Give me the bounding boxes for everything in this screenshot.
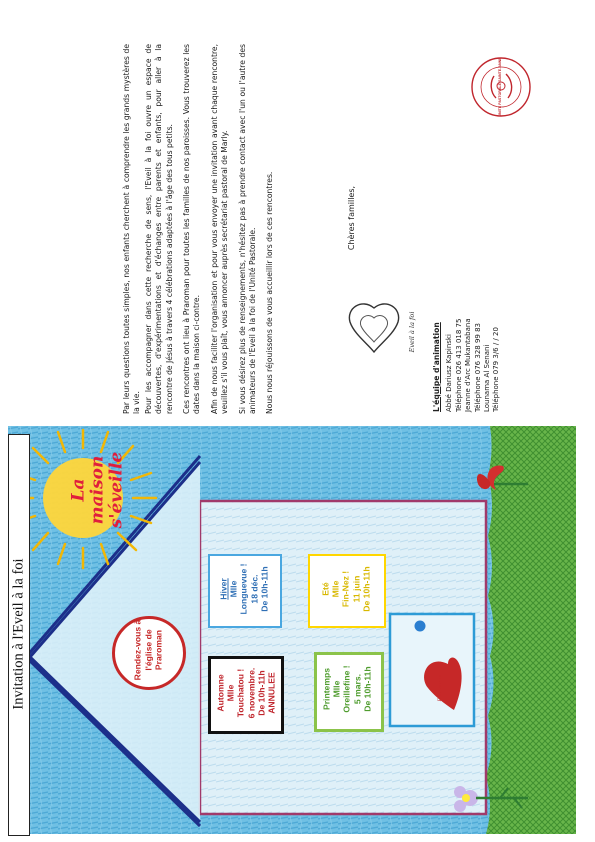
letter-paragraph: Si vous désirez plus de renseignements, n'hésitez pas à prendre contact avec l'un ou l'autre des animateurs de l'Eveil à la foi de l'Unité Pastorale. <box>237 44 258 414</box>
season-time: De 10h-11h <box>362 666 373 712</box>
team-title: L'équipe d'animation <box>432 322 441 412</box>
season-time: De 10h-11h <box>361 566 372 612</box>
team-line: Téléphone 079 3/6 / / 20 <box>492 327 501 412</box>
letter-greeting: Chères familles, <box>346 185 356 251</box>
season-place: Longuevue ! <box>238 563 249 615</box>
stamp-text: UNITE PASTORALE SAINTE-ANNE <box>498 57 502 117</box>
season-name: Eté <box>320 582 331 596</box>
season-card-summer-text <box>320 549 371 629</box>
season-name: Printemps <box>321 667 332 711</box>
letter-paragraph: Ces rencontres ont lieu à Praroman pour toutes les familles de nos paroisses. Vous trouverez les dates dans la maison ci-contre. <box>182 44 202 414</box>
season-date: 18 déc. <box>249 574 260 604</box>
season-date: 6 novembre. <box>246 667 256 719</box>
season-host: Mlle <box>228 580 239 598</box>
season-place: Oreillefine ! <box>341 665 352 713</box>
season-time: De 10h-11h <box>256 670 267 716</box>
logo-caption: Eveil à la foi <box>408 311 416 353</box>
grass <box>486 426 576 834</box>
meeting-place-text: Rendez-vous à l'église de Praroman <box>132 619 164 681</box>
season-card-winter-text <box>218 549 269 629</box>
season-card-spring-text <box>321 649 372 729</box>
team-line: Lounama Al Senani <box>483 344 492 412</box>
team-line: Abbé Dariusz Kapinski <box>445 334 454 412</box>
season-name: Hiver <box>218 578 229 600</box>
flyer-drawing <box>8 426 576 834</box>
letter-paragraph: Afin de nous faciliter l'organisation et pour vous envoyer une invitation avant chaque rencontre, veuillez s'il vous plaît, vous annoncer auprès secrétariat pastoral de Marly. <box>209 44 230 414</box>
season-status: ANNULEE <box>266 672 277 714</box>
brand-title: La maison s'éveille <box>68 451 127 529</box>
team-line: Téléphone 026 413 018 75 <box>454 318 463 412</box>
season-date: 5 mars. <box>352 673 363 705</box>
eveil-logo <box>344 300 404 360</box>
team-line: Téléphone 076 328 99 83 <box>473 323 482 412</box>
season-name: Automne <box>215 674 226 712</box>
letter-paragraph: Nous nous réjouissons de vous accueillir lors de ces rencontres. <box>265 171 275 414</box>
letter-paragraph: Par leurs questions toutes simples, nos enfants cherchent à comprendre les grands mystères de la vie. <box>122 44 142 414</box>
season-host: Mlle <box>225 684 236 702</box>
season-place: Fin-Nez ! <box>340 570 351 608</box>
team-block <box>432 262 502 412</box>
letter-paragraph: Pour les accompagner dans cette recherche de sens, l'Eveil à la foi ouvre un espace de découvertes, d'expérimentations et d'échanges entre parents et enfants, pour aller à la rencontre de Jésus à travers 4 célébrations adaptées à l'âge des tous petits. <box>143 44 174 414</box>
season-host: Mlle <box>330 580 341 598</box>
door-label: Bienvenue <box>437 674 443 702</box>
season-host: Mlle <box>331 680 342 698</box>
heart-logo-icon <box>344 300 404 360</box>
door-knob <box>415 621 426 632</box>
season-place: Touchatou ! <box>235 668 246 718</box>
team-line: Jeanne d'Arc Mukantabana <box>464 318 473 412</box>
flyer-title: Invitation à l'Eveil à la foi <box>10 558 27 710</box>
season-time: De 10h-11h <box>259 566 270 612</box>
season-card-autumn-text <box>215 653 276 733</box>
season-date: 11 juin <box>351 575 362 603</box>
letter-body <box>122 44 283 414</box>
